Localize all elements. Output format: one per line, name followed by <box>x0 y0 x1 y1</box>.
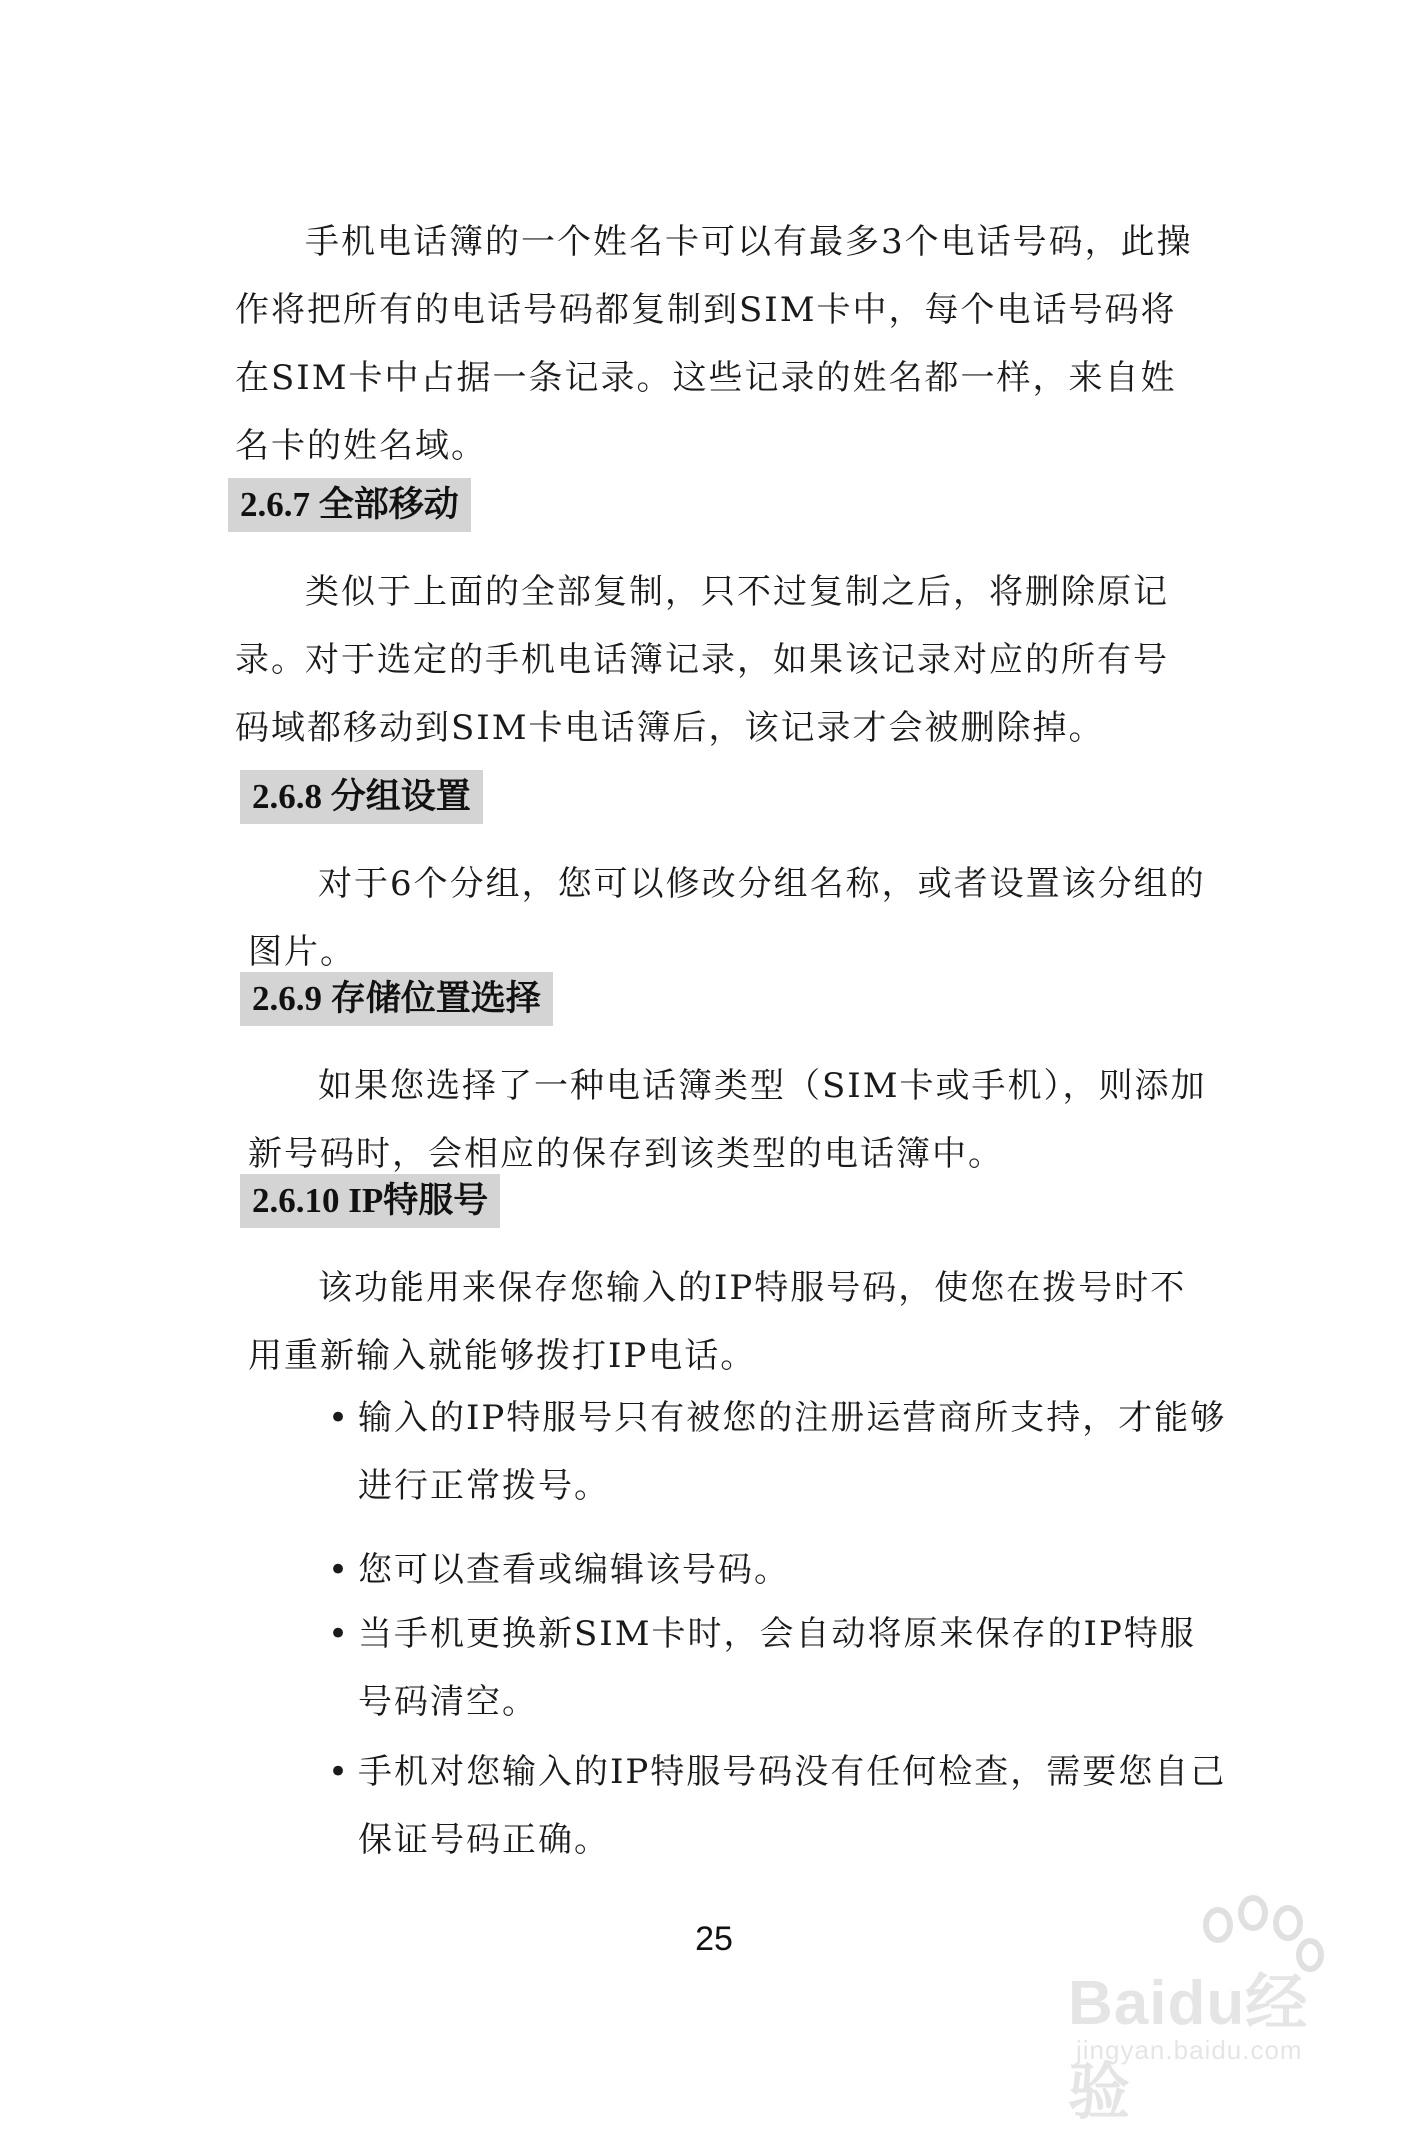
bullet-text: 输入的IP特服号只有被您的注册运营商所支持，才能够进行正常拨号。 <box>358 1398 1227 1506</box>
section-2-6-9-paragraph: 如果您选择了一种电话簿类型（SIM卡或手机），则添加新号码时，会相应的保存到该类型的电话簿中。 <box>248 1066 1207 1174</box>
intro-paragraph: 手机电话簿的一个姓名卡可以有最多3个电话号码，此操作将把所有的电话号码都复制到SIM卡中，每个电话号码将在SIM卡中占据一条记录。这些记录的姓名都一样，来自姓名卡的姓名域。 <box>235 222 1193 466</box>
bullet-dot-icon: • <box>328 1550 351 1590</box>
bullet-text: 您可以查看或编辑该号码。 <box>358 1550 790 1590</box>
watermark-url: jingyan.baidu.com <box>1076 2035 1303 2065</box>
bullet-item <box>328 1600 1228 1736</box>
bullet-item <box>328 1384 1228 1520</box>
section-2-6-7-paragraph-2: 对于选定的手机电话簿记录，如果该记录对应的所有号码域都移动到SIM卡电话簿后，该记录才会被删除掉。 <box>235 640 1169 748</box>
section-2-6-7-paragraph-1: 类似于上面的全部复制，只不过复制之后，将删除原记录。 <box>235 572 1169 680</box>
section-2-6-8-paragraph: 对于6个分组，您可以修改分组名称，或者设置该分组的图片。 <box>248 864 1206 972</box>
page-number: 25 <box>695 1920 733 1958</box>
section-heading-2-6-10: 2.6.10 IP特服号 <box>240 1174 500 1228</box>
section-heading-2-6-9: 2.6.9 存储位置选择 <box>240 972 553 1026</box>
baidu-watermark <box>1048 1895 1368 2127</box>
watermark-brand: Baidu经验 <box>1068 1969 1309 2127</box>
bullet-dot-icon: • <box>328 1398 351 1438</box>
section-heading-2-6-7: 2.6.7 全部移动 <box>228 478 471 532</box>
section-2-6-10-paragraph: 该功能用来保存您输入的IP特服号码，使您在拨号时不用重新输入就能够拨打IP电话。 <box>248 1268 1187 1376</box>
bullet-text: 手机对您输入的IP特服号码没有任何检查，需要您自己保证号码正确。 <box>358 1752 1227 1860</box>
section-heading-2-6-8: 2.6.8 分组设置 <box>240 770 483 824</box>
bullet-item <box>328 1536 1228 1604</box>
bullet-dot-icon: • <box>328 1614 351 1654</box>
bullet-dot-icon: • <box>328 1752 351 1792</box>
bullet-text: 当手机更换新SIM卡时，会自动将原来保存的IP特服号码清空。 <box>358 1614 1196 1722</box>
bullet-item <box>328 1738 1228 1874</box>
